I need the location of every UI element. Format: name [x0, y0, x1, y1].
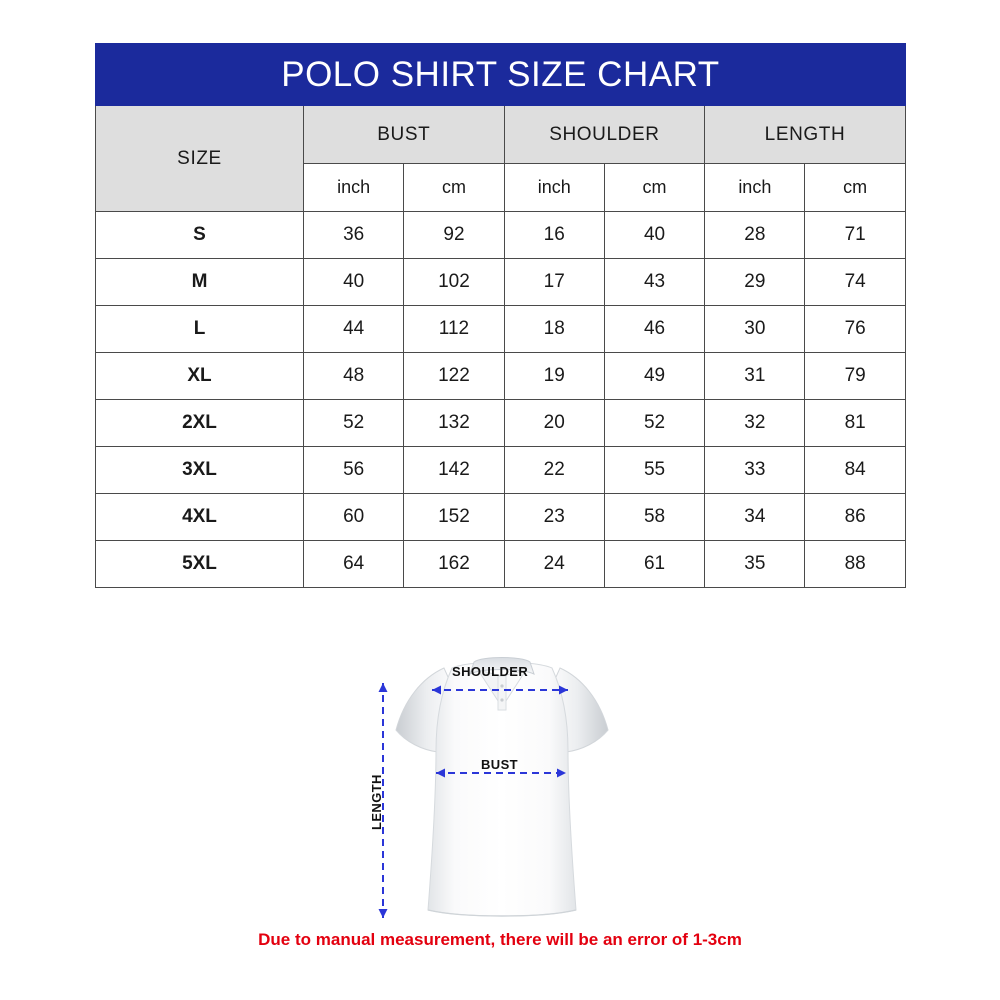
cell-shoulder-cm: 43 — [604, 259, 704, 306]
cell-length-inch: 35 — [705, 541, 805, 588]
measurement-diagram — [0, 630, 1000, 930]
measurement-note: Due to manual measurement, there will be an error of 1-3cm — [258, 930, 742, 949]
cell-length-inch: 29 — [705, 259, 805, 306]
column-header-shoulder: SHOULDER — [504, 106, 705, 164]
unit-bust-inch: inch — [304, 164, 404, 212]
cell-size: 4XL — [96, 494, 304, 541]
cell-bust-inch: 60 — [304, 494, 404, 541]
cell-bust-inch: 48 — [304, 353, 404, 400]
cell-length-cm: 71 — [805, 212, 905, 259]
table-row — [96, 353, 906, 400]
cell-length-inch: 34 — [705, 494, 805, 541]
cell-shoulder-cm: 55 — [604, 447, 704, 494]
cell-length-inch: 30 — [705, 306, 805, 353]
cell-bust-cm: 142 — [404, 447, 504, 494]
cell-shoulder-inch: 24 — [504, 541, 604, 588]
cell-bust-inch: 44 — [304, 306, 404, 353]
cell-size: L — [96, 306, 304, 353]
cell-size: 2XL — [96, 400, 304, 447]
unit-length-cm: cm — [805, 164, 905, 212]
column-header-bust: BUST — [304, 106, 505, 164]
column-header-length: LENGTH — [705, 106, 906, 164]
title-row — [96, 44, 906, 106]
cell-length-cm: 81 — [805, 400, 905, 447]
cell-size: 5XL — [96, 541, 304, 588]
table-row — [96, 400, 906, 447]
unit-length-inch: inch — [705, 164, 805, 212]
cell-bust-cm: 92 — [404, 212, 504, 259]
label-length: LENGTH — [369, 774, 384, 830]
cell-bust-inch: 52 — [304, 400, 404, 447]
cell-size: 3XL — [96, 447, 304, 494]
cell-bust-cm: 122 — [404, 353, 504, 400]
cell-length-cm: 84 — [805, 447, 905, 494]
cell-shoulder-inch: 20 — [504, 400, 604, 447]
cell-size: M — [96, 259, 304, 306]
table-row — [96, 541, 906, 588]
cell-length-cm: 88 — [805, 541, 905, 588]
cell-bust-inch: 36 — [304, 212, 404, 259]
cell-length-inch: 31 — [705, 353, 805, 400]
cell-shoulder-inch: 23 — [504, 494, 604, 541]
unit-shoulder-inch: inch — [504, 164, 604, 212]
cell-shoulder-inch: 19 — [504, 353, 604, 400]
cell-size: S — [96, 212, 304, 259]
label-bust: BUST — [481, 757, 518, 772]
label-shoulder: SHOULDER — [452, 664, 529, 679]
cell-length-inch: 32 — [705, 400, 805, 447]
cell-bust-cm: 162 — [404, 541, 504, 588]
cell-shoulder-cm: 52 — [604, 400, 704, 447]
page-title: POLO SHIRT SIZE CHART — [96, 44, 906, 106]
unit-bust-cm: cm — [404, 164, 504, 212]
cell-shoulder-inch: 18 — [504, 306, 604, 353]
cell-shoulder-cm: 46 — [604, 306, 704, 353]
table-row — [96, 259, 906, 306]
cell-bust-cm: 102 — [404, 259, 504, 306]
cell-length-cm: 74 — [805, 259, 905, 306]
cell-bust-inch: 40 — [304, 259, 404, 306]
cell-length-inch: 33 — [705, 447, 805, 494]
table-row — [96, 212, 906, 259]
cell-length-cm: 79 — [805, 353, 905, 400]
size-chart-table — [95, 43, 906, 588]
column-header-size: SIZE — [96, 106, 304, 212]
table-row — [96, 447, 906, 494]
table-row — [96, 306, 906, 353]
size-chart-table-wrap — [95, 43, 905, 588]
cell-bust-cm: 152 — [404, 494, 504, 541]
cell-size: XL — [96, 353, 304, 400]
cell-bust-cm: 132 — [404, 400, 504, 447]
cell-shoulder-cm: 58 — [604, 494, 704, 541]
cell-shoulder-cm: 49 — [604, 353, 704, 400]
cell-shoulder-inch: 17 — [504, 259, 604, 306]
cell-length-cm: 86 — [805, 494, 905, 541]
table-row — [96, 494, 906, 541]
cell-shoulder-inch: 22 — [504, 447, 604, 494]
cell-length-inch: 28 — [705, 212, 805, 259]
cell-shoulder-cm: 40 — [604, 212, 704, 259]
cell-length-cm: 76 — [805, 306, 905, 353]
cell-shoulder-inch: 16 — [504, 212, 604, 259]
cell-shoulder-cm: 61 — [604, 541, 704, 588]
cell-bust-cm: 112 — [404, 306, 504, 353]
group-header-row — [96, 106, 906, 164]
cell-bust-inch: 64 — [304, 541, 404, 588]
unit-shoulder-cm: cm — [604, 164, 704, 212]
cell-bust-inch: 56 — [304, 447, 404, 494]
